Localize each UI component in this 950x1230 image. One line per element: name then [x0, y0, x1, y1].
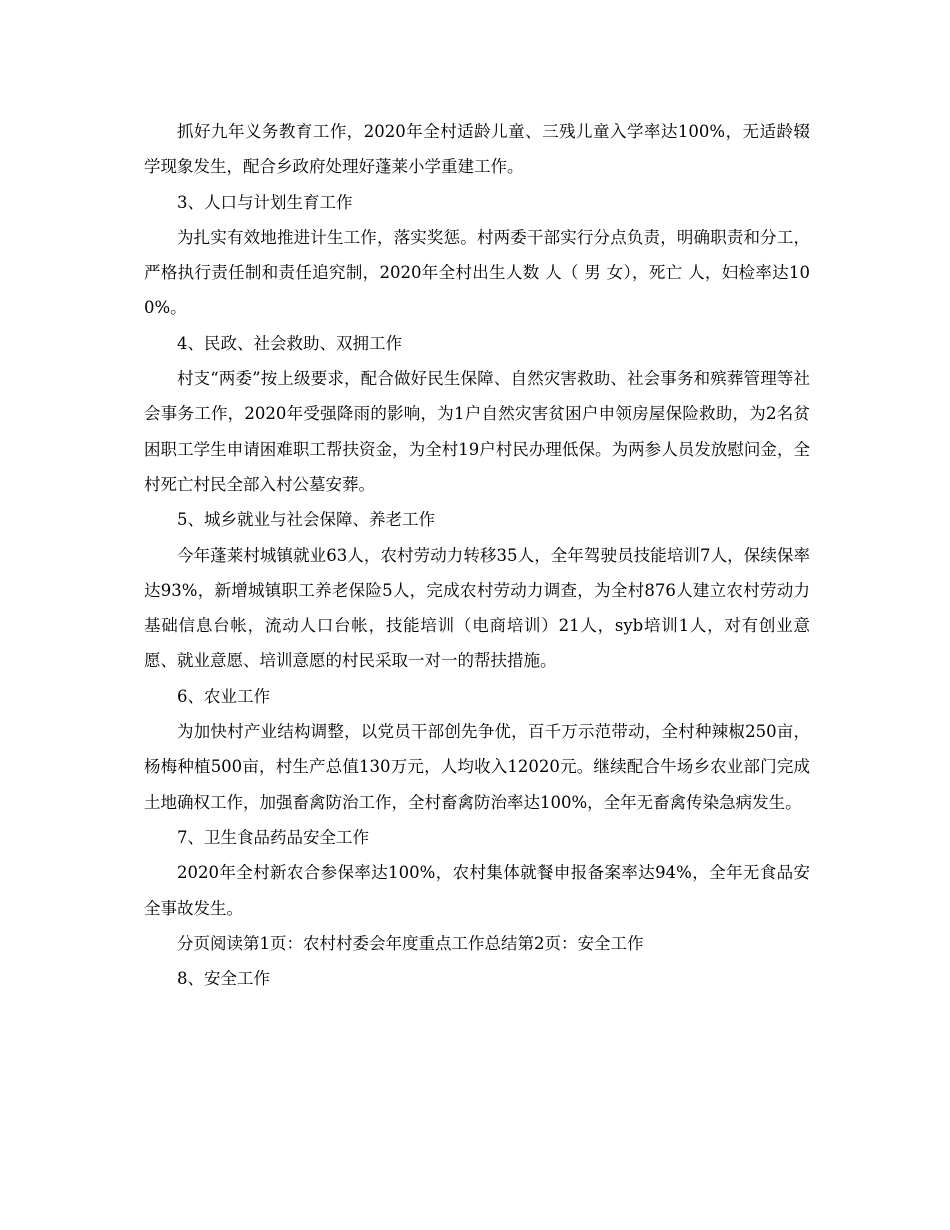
paragraph-agriculture: 为加快村产业结构调整，以党员干部创先争优，百千万示范带动，全村种辣椒250亩，杨梅种植500亩，村生产总值130万元，人均收入12020元。继续配合牛场乡农业部门完成土地确权工作，加强畜禽防治工作，全村畜禽防治率达100%，全年无畜禽传染急病发生。: [144, 722, 810, 812]
section-heading-employment: 5、城乡就业与社会保障、养老工作: [177, 510, 435, 530]
section-heading-food-safety: 7、卫生食品药品安全工作: [177, 827, 369, 847]
paragraph-education: 抓好九年义务教育工作，2020年全村适龄儿童、三残儿童入学率达100%，无适龄辍学现象发生，配合乡政府处理好蓬莱小学重建工作。: [144, 122, 810, 177]
paragraph-family-planning: 为扎实有效地推进计生工作，落实奖惩。村两委干部实行分点负责，明确职责和分工，严格执行责任制和责任追究制，2020年全村出生人数 人（ 男 女），死亡 人，妇检率达100%。: [144, 227, 810, 318]
pagination-note: 分页阅读第1页：农村村委会年度重点工作总结第2页：安全工作: [177, 933, 644, 953]
paragraph-food-safety: 2020年全村新农合参保率达100%，农村集体就餐申报备案率达94%，全年无食品安全事故发生。: [144, 863, 810, 918]
section-heading-agriculture: 6、农业工作: [177, 686, 270, 706]
document-body: [144, 114, 810, 996]
paragraph-civil-affairs: 村支“两委”按上级要求，配合做好民生保障、自然灾害救助、社会事务和殡葬管理等社会事务工作，2020年受强降雨的影响，为1户自然灾害贫困户申领房屋保险救助，为2名贫困职工学生申请困难职工帮扶资金，为全村19户村民办理低保。为两参人员发放慰问金，全村死亡村民全部入村公墓安葬。: [144, 369, 810, 494]
section-heading-family-planning: 3、人口与计划生育工作: [177, 192, 353, 212]
paragraph-employment: 今年蓬莱村城镇就业63人，农村劳动力转移35人，全年驾驶员技能培训7人，保续保率达93%，新增城镇职工养老保险5人，完成农村劳动力调查，为全村876人建立农村劳动力基础信息台帐，流动人口台帐，技能培训（电商培训）21人，syb培训1人，对有创业意愿、就业意愿、培训意愿的村民采取一对一的帮扶措施。: [144, 545, 810, 671]
section-heading-safety: 8、安全工作: [177, 969, 270, 989]
section-heading-civil-affairs: 4、民政、社会救助、双拥工作: [177, 333, 402, 353]
